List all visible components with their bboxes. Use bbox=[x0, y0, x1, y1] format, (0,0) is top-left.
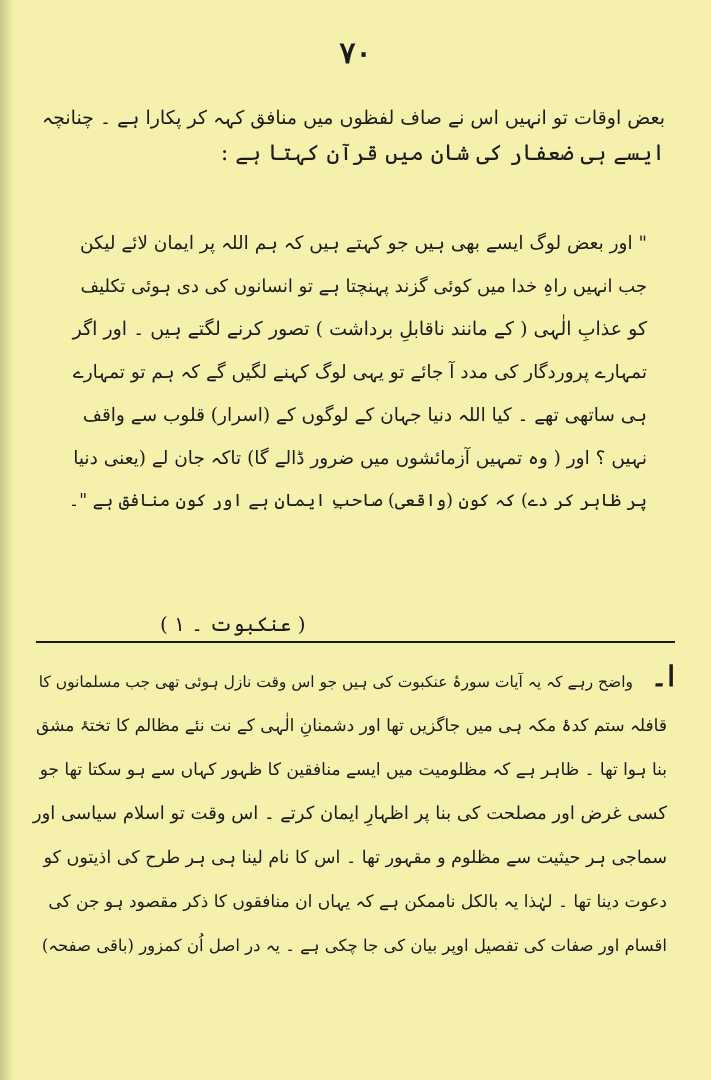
footnote-line: واضح رہے کہ یہ آیات سورۂ عنکبوت کی ہیں جو اس وقت نازل ہوئی تھی جب مسلمانوں کا bbox=[38, 673, 633, 691]
quran-quotation bbox=[69, 222, 647, 523]
quote-line: کو عذابِ الٰہی ( کے مانند ناقابلِ برداشت ) تصور کرنے لگتے ہیں ۔ اور اگر bbox=[72, 318, 647, 340]
intro-paragraph bbox=[41, 100, 665, 172]
footnote-line: اقسام اور صفات کی تفصیل اوپر بیان کی جا چکی ہے ۔ یہ در اصل اُن کمزور (باقی صفحہ) bbox=[41, 936, 667, 955]
verse-reference: ( عنکبوت ۔ ١ ) bbox=[160, 612, 306, 636]
footnote-line: بنا ہوا تھا ۔ ظاہر ہے کہ مظلومیت میں ایسے منافقین کا ظہور کہاں سے ہو سکتا تھا جو bbox=[39, 760, 667, 780]
quote-line: پر ظاہر کر دے) کہ کون (واقعی) صاحبِ ایمان ہے اور کون منافق ہے "۔ bbox=[68, 491, 647, 511]
intro-line: بعض اوقات تو انہیں اس نے صاف لفظوں میں منافق کہہ کر پکارا ہے ۔ چنانچہ bbox=[41, 107, 665, 129]
footnote-divider bbox=[36, 641, 675, 643]
intro-line: ایسے ہی ضعفار کی شان میں قرآن کہتا ہے : bbox=[220, 141, 665, 166]
footnote-line: دعوت دینا تھا ۔ لہٰذا یہ بالکل ناممکن ہے کہ یہاں ان منافقوں کا ذکر مقصود ہو جن کی bbox=[48, 892, 667, 912]
footnote-paragraph bbox=[33, 660, 667, 968]
quote-line: ہی ساتھی تھے ۔ کیا اللہ دنیا جہان کے لوگوں کے (اسرار) قلوب سے واقف bbox=[82, 405, 647, 426]
footnote-line: کسی غرض اور مصلحت کی بنا پر اظہارِ ایمان کرتے ۔ اس وقت تو اسلام سیاسی اور bbox=[32, 803, 667, 824]
footnote-line: سماجی ہر حیثیت سے مظلوم و مقہور تھا ۔ اس کا نام لینا ہی ہر طرح کی اذیتوں کو bbox=[43, 848, 667, 868]
quote-line: جب انہیں راہِ خدا میں کوئی گزند پہنچتا ہے تو انسانوں کی دی ہوئی تکلیف bbox=[80, 276, 647, 297]
quote-line: نہیں ؟ اور ( وہ تمہیں آزمائشوں میں ضرور ڈالے گا) تاکہ جان لے (یعنی دنیا bbox=[73, 448, 647, 469]
footnote-line: قافلہ ستم کدۂ مکہ ہی میں جاگزیں تھا اور دشمنانِ الٰہی کے نت نئے مظالم کا تختۂ مشق bbox=[35, 716, 667, 736]
footnote-marker: ا۔ bbox=[650, 660, 675, 693]
quote-line: " اور بعض لوگ ایسے بھی ہیں جو کہتے ہیں کہ ہم اللہ پر ایمان لائے لیکن bbox=[79, 233, 647, 254]
page-number: ۷۰ bbox=[339, 36, 372, 71]
quote-line: تمہارے پروردگار کی مدد آ جائے تو یہی لوگ کہنے لگیں گے کہ ہم تو تمہارے bbox=[72, 362, 647, 383]
